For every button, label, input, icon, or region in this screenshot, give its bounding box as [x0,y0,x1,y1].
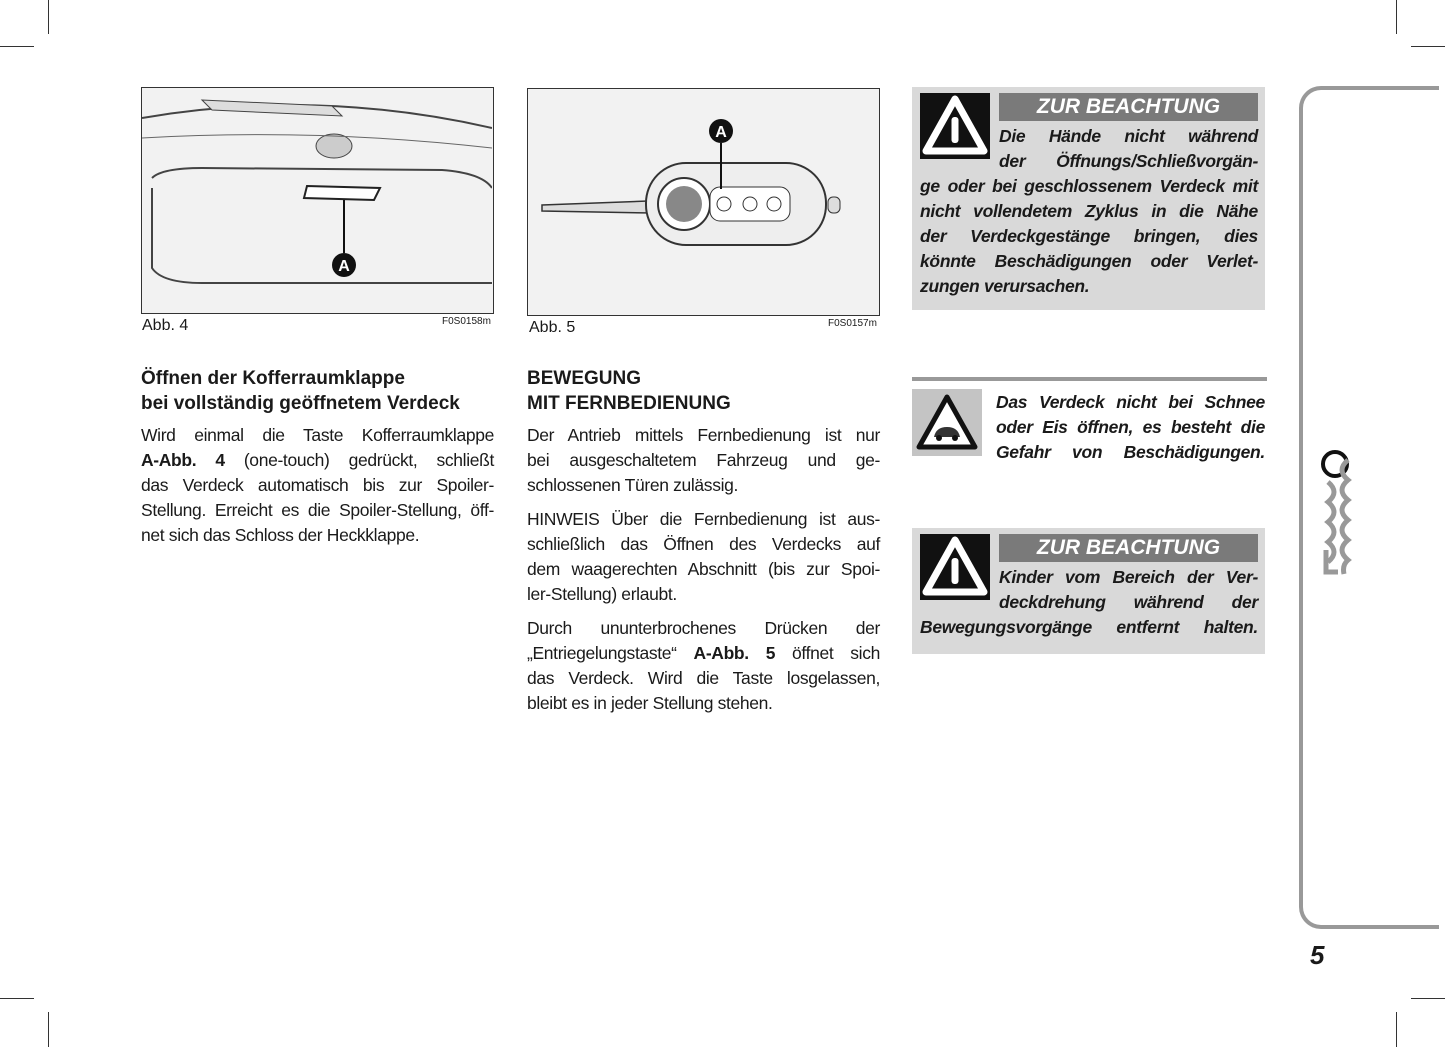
crop-mark [0,46,34,47]
text-segment: nicht vollendetem Zyklus in die Nähe [920,201,1258,221]
section-trunk-opening [141,366,494,548]
crop-mark [1396,0,1397,34]
section-heading: Öffnen der Kofferraumklappe [141,368,405,389]
figure-caption: Abb. 4 [142,317,189,334]
text-segment: ge oder bei geschlossenem Verdeck mit [920,176,1258,196]
text-segment: Wird einmal die Taste Kofferraumklappe [141,425,494,445]
figure-remote-key [527,88,880,316]
text-line [999,590,1258,615]
text-segment: ler-Stellung) erlaubt. [527,584,677,604]
section-remote-movement [527,366,880,716]
text-segment: (one-touch) gedrückt, schließt [224,450,494,470]
figure-reference: A-Abb. 4 [141,450,225,470]
figure-caption: Abb. 5 [529,319,576,336]
text-segment: zungen verursachen. [920,276,1090,296]
text-line [999,565,1258,590]
text-segment: deckdrehung während der [999,592,1258,612]
car-warning-icon [912,389,982,456]
crop-mark [48,0,49,34]
text-line [527,448,880,473]
section-heading: BEWEGUNG [527,368,641,389]
figure-trunk-button [141,87,494,314]
text-segment: oder Eis öffnen, es besteht die [996,417,1265,437]
crop-mark [0,998,34,999]
figure-code: F0S0157m [828,318,877,329]
section-heading: bei vollständig geöffnetem Verdeck [141,393,460,414]
text-segment: „Entriegelungstaste“ [527,643,694,663]
crop-mark [1396,1012,1397,1047]
text-segment: Stellung. Erreicht es die Spoiler-Stellung, öff- [141,500,494,520]
key-illustration [528,89,878,314]
text-line [920,199,1258,224]
logo-500c [1300,440,1380,580]
text-line [996,390,1265,415]
text-line [527,582,880,607]
text-line [996,440,1265,465]
warning-text [996,390,1265,465]
paragraph-note [527,507,880,607]
svg-text:A: A [715,124,727,141]
warning-triangle-icon [920,534,990,600]
crop-mark [1411,998,1445,999]
text-segment: dem waagerechten Abschnitt (bis zur Spoi- [527,559,880,579]
text-segment: HINWEIS Über die Fernbedienung ist aus- [527,509,880,529]
crop-mark [48,1012,49,1047]
text-line [141,523,494,548]
crop-mark [1411,46,1445,47]
text-line [527,507,880,532]
text-segment: bleibt es in jeder Stellung stehen. [527,693,773,713]
text-line [527,473,880,498]
text-segment: Die Hände nicht während [999,126,1258,146]
text-line [141,448,494,473]
text-segment: Kinder vom Bereich der Ver- [999,567,1258,587]
warning-text [999,124,1258,174]
paragraph [527,616,880,716]
text-segment: schlossenen Türen zulässig. [527,475,739,495]
text-line [141,498,494,523]
paragraph [141,423,494,548]
text-line [141,423,494,448]
text-segment: das Verdeck. Wird die Taste losgelassen, [527,668,880,688]
trunk-illustration [142,88,492,312]
text-segment: der Verdeckgestänge bringen, dies [920,226,1258,246]
text-segment: Bewegungsvorgänge entfernt halten. [920,617,1258,637]
warning-text [920,615,1258,640]
text-segment: Durch ununterbrochenes Drücken der [527,618,880,638]
text-segment: Der Antrieb mittels Fernbedienung ist nur [527,425,880,445]
warning-text [920,174,1258,299]
section-heading: MIT FERNBEDIENUNG [527,393,731,414]
figure-code: F0S0158m [442,316,491,327]
text-line [920,224,1258,249]
text-line [920,174,1258,199]
text-line [527,532,880,557]
text-segment: Das Verdeck nicht bei Schnee [996,392,1265,412]
warning-triangle-icon [920,93,990,159]
text-segment: das Verdeck automatisch bis zur Spoiler- [141,475,494,495]
text-line [999,149,1258,174]
warning-title: ZUR BEACHTUNG [999,534,1258,562]
text-line [527,616,880,641]
text-segment: der Öffnungs/Schließvorgän- [999,151,1258,171]
text-line [996,415,1265,440]
svg-text:A: A [338,258,350,275]
page-number: 5 [1310,940,1325,970]
text-segment: öffnet sich [775,643,880,663]
text-segment: bei ausgeschaltetem Fahrzeug und ge- [527,450,880,470]
text-line [527,666,880,691]
warning-box [912,87,1265,310]
text-line [141,473,494,498]
warning-text [999,565,1258,615]
text-line [920,274,1258,299]
text-line [527,423,880,448]
text-line [920,249,1258,274]
divider [912,377,1267,381]
text-line [527,641,880,666]
text-segment: schließlich das Öffnen des Verdecks auf [527,534,880,554]
text-line [527,691,880,716]
warning-box [912,528,1265,654]
paragraph [527,423,880,498]
text-line [999,124,1258,149]
text-line [527,557,880,582]
figure-reference: A-Abb. 5 [693,643,776,663]
warning-title: ZUR BEACHTUNG [999,93,1258,121]
text-segment: Gefahr von Beschädigungen. [996,442,1265,462]
text-segment: net sich das Schloss der Heckklappe. [141,525,420,545]
text-line [920,615,1258,640]
text-segment: könnte Beschädigungen oder Verlet- [920,251,1258,271]
